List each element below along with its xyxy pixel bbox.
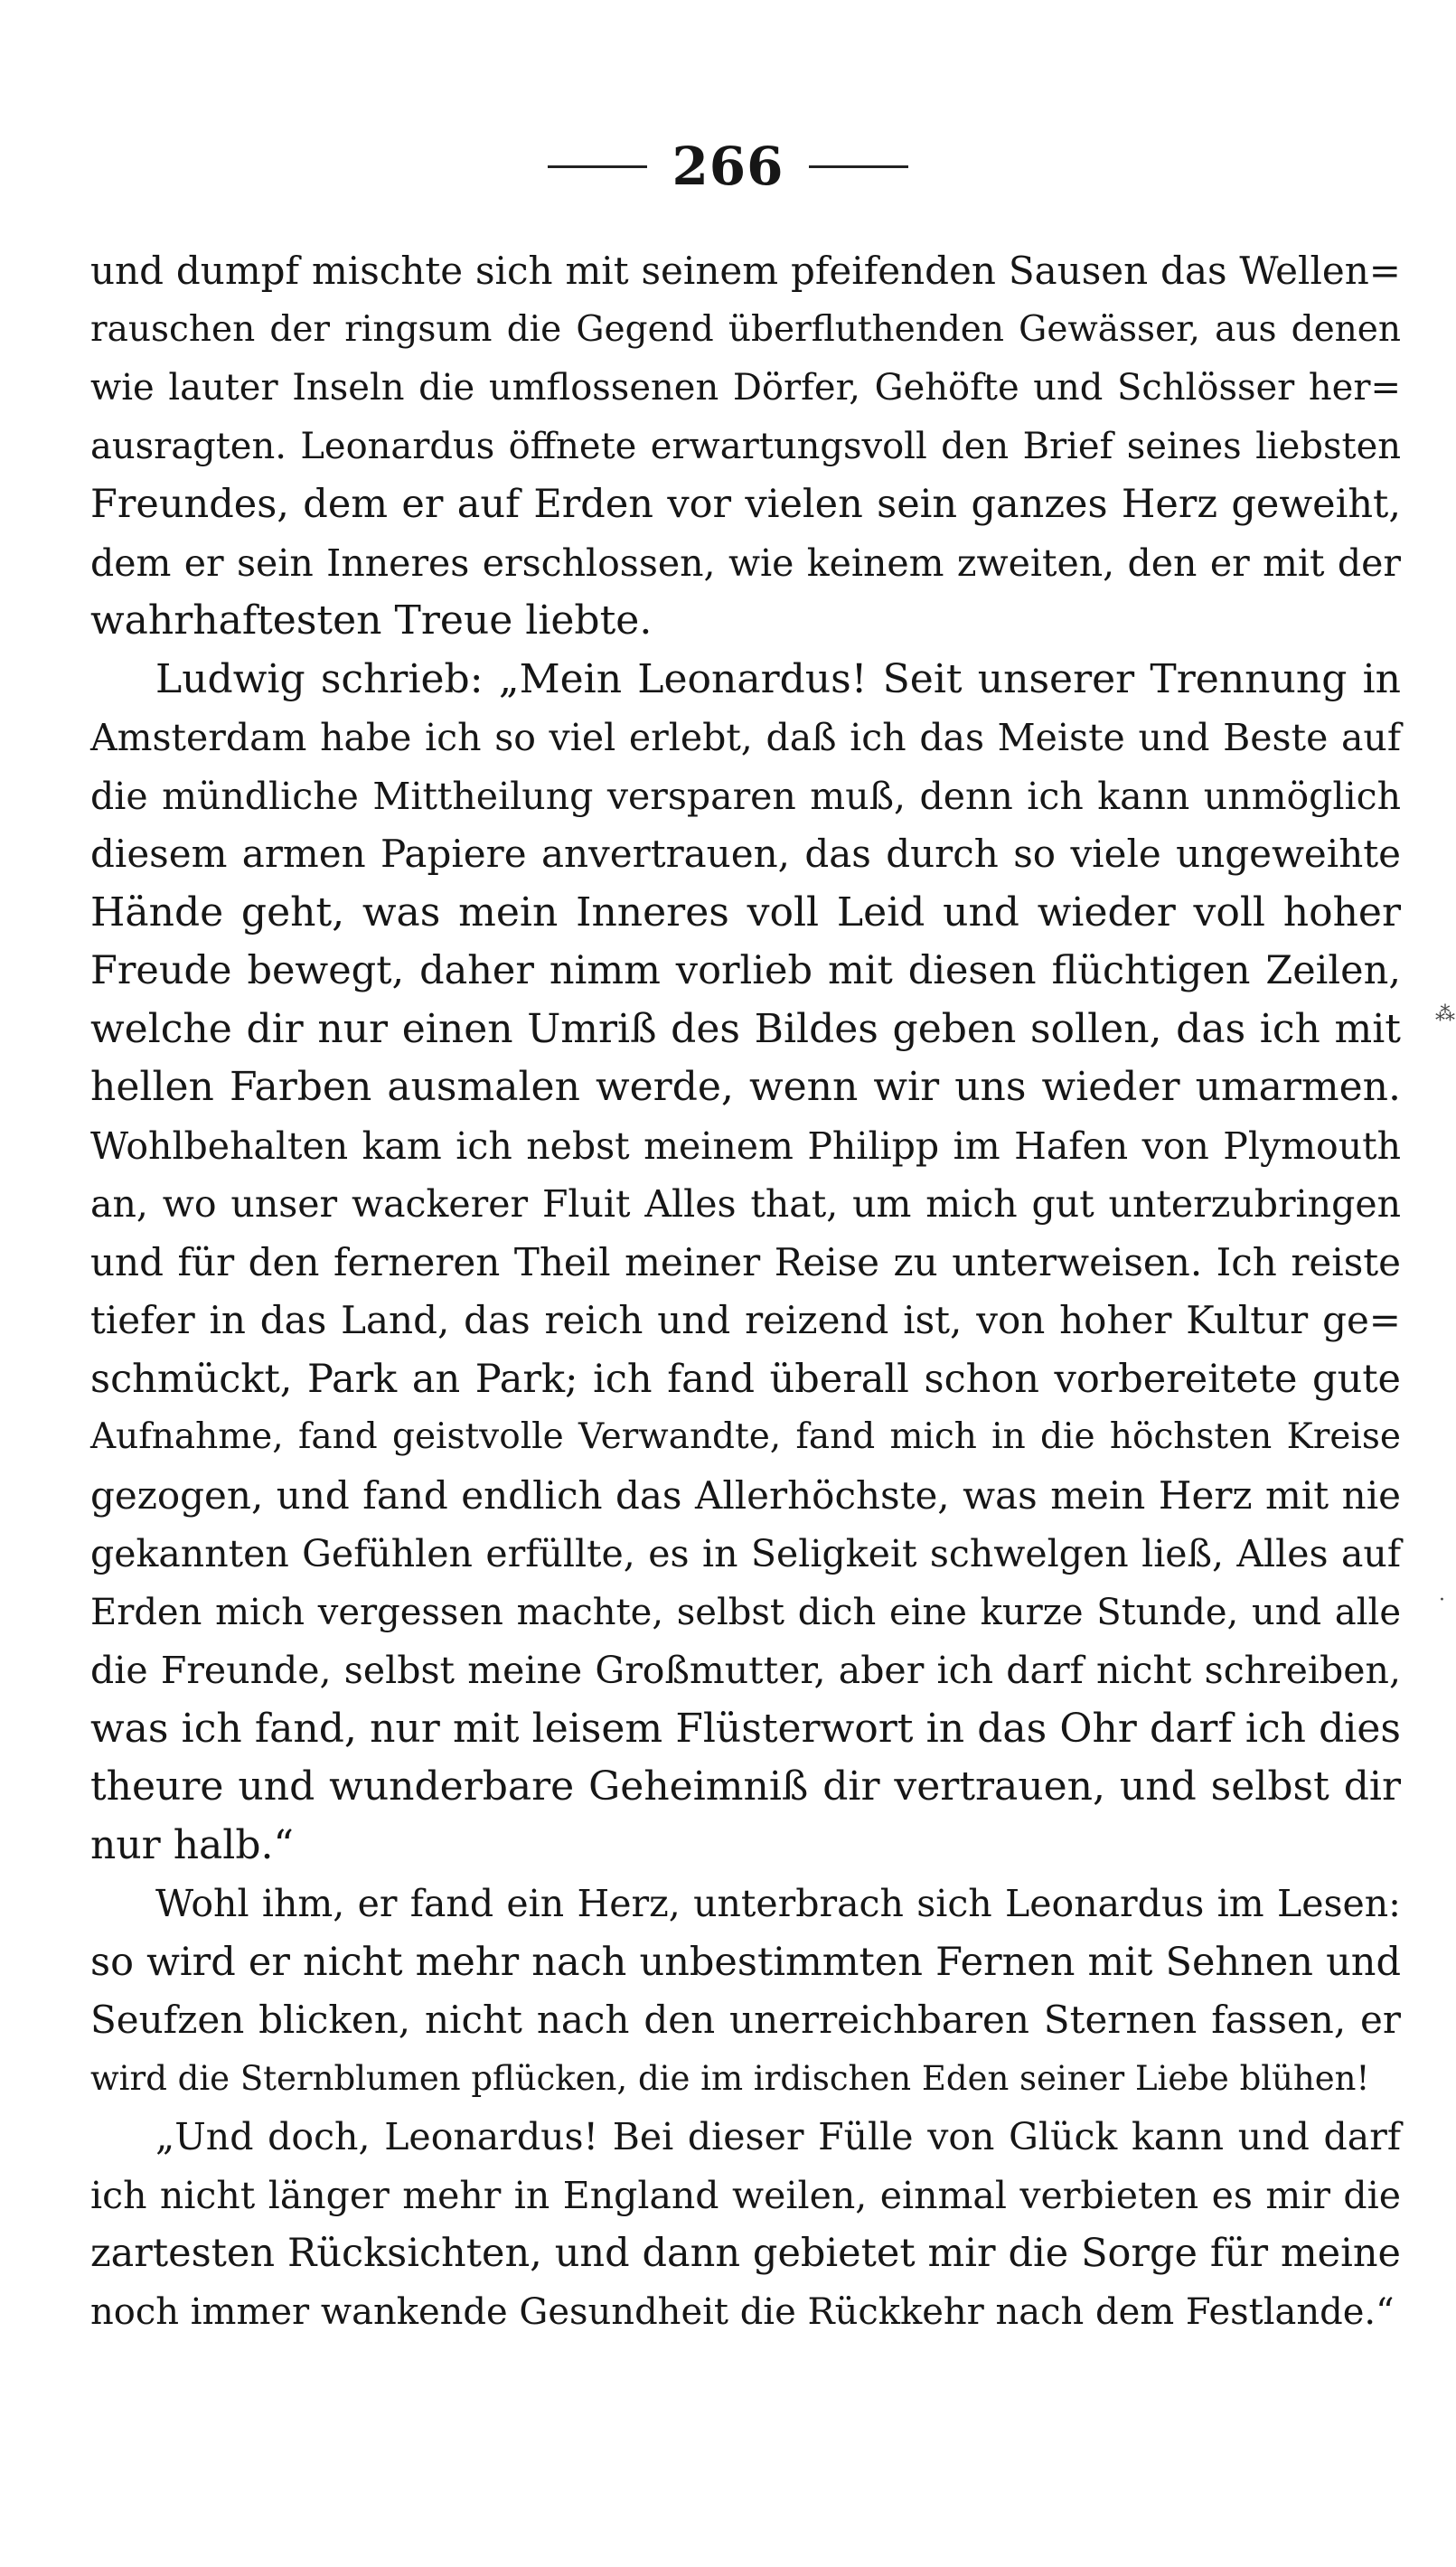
- text-line: gezogen, und fand endlich das Allerhöchste, was mein Herz mit nie: [90, 1472, 1401, 1518]
- paragraph: [90, 651, 1401, 1876]
- text-line: Wohl ihm, er fand ein Herz, unterbrach sich Leonardus im Lesen:: [155, 1882, 1401, 1925]
- text-line: die mündliche Mittheilung versparen muß, denn ich kann unmöglich: [90, 774, 1401, 818]
- header-rule-right: [809, 165, 908, 168]
- text-line: Freundes, dem er auf Erden vor vielen sein ganzes Herz geweiht,: [90, 482, 1401, 527]
- text-line: Aufnahme, fand geistvolle Verwandte, fand mich in die höchsten Kreise: [90, 1416, 1401, 1457]
- text-line: an, wo unser wackerer Fluit Alles that, um mich gut unterzubringen: [90, 1182, 1401, 1226]
- text-line: hellen Farben ausmalen werde, wenn wir uns wieder umarmen.: [90, 1064, 1401, 1110]
- text-line: Seufzen blicken, nicht nach den unerreichbaren Sternen fassen, er: [90, 1998, 1401, 2042]
- text-line: schmückt, Park an Park; ich fand überall schon vorbereitete gute: [90, 1356, 1401, 1402]
- text-line: „Und doch, Leonardus! Bei dieser Fülle von Glück kann und darf: [155, 2115, 1401, 2158]
- text-line: ausragten. Leonardus öffnete erwartungsvoll den Brief seines liebsten: [90, 425, 1401, 467]
- text-line: und für den ferneren Theil meiner Reise zu unterweisen. Ich reiste: [90, 1239, 1401, 1284]
- text-line: die Freunde, selbst meine Großmutter, aber ich darf nicht schreiben,: [90, 1649, 1401, 1692]
- paragraph: [90, 242, 1401, 651]
- margin-dot: ·: [1439, 1589, 1445, 1612]
- text-line: diesem armen Papiere anvertrauen, das durch so viele ungeweihte: [90, 832, 1401, 876]
- text-line: Wohlbehalten kam ich nebst meinem Philipp im Hafen von Plymouth: [90, 1124, 1401, 1168]
- page-header: [0, 136, 1456, 208]
- text-line: Amsterdam habe ich so viel erlebt, daß ich das Meiste und Beste auf: [90, 716, 1401, 759]
- text-line: tiefer in das Land, das reich und reizend ist, von hoher Kultur ge=: [90, 1298, 1401, 1342]
- text-line: und dumpf mischte sich mit seinem pfeifenden Sausen das Wellen=: [90, 249, 1401, 293]
- paragraph: [90, 2108, 1401, 2341]
- page-number: 266: [672, 136, 784, 197]
- paragraph: [90, 1875, 1401, 2108]
- text-line: ich nicht länger mehr in England weilen, einmal verbieten es mir die: [90, 2173, 1401, 2217]
- text-line: noch immer wankende Gesundheit die Rückkehr nach dem Festlande.“: [90, 2290, 1395, 2333]
- text-line: dem er sein Inneres erschlossen, wie keinem zweiten, den er mit der: [90, 541, 1401, 585]
- text-line: Ludwig schrieb: „Mein Leonardus! Seit unserer Trennung in: [155, 655, 1401, 702]
- text-line: welche dir nur einen Umriß des Bildes geben sollen, das ich mit: [90, 1005, 1401, 1052]
- body-text: [90, 242, 1401, 2341]
- text-line: rauschen der ringsum die Gegend überfluthenden Gewässer, aus denen: [90, 308, 1401, 350]
- header-rule-left: [548, 165, 647, 168]
- text-line: gekannten Gefühlen erfüllte, es in Seligkeit schwelgen ließ, Alles auf: [90, 1532, 1401, 1575]
- text-line: so wird er nicht mehr nach unbestimmten Fernen mit Sehnen und: [90, 1939, 1401, 1985]
- text-line: wahrhaftesten Treue liebte.: [90, 597, 653, 644]
- text-line: zartesten Rücksichten, und dann gebietet mir die Sorge für meine: [90, 2231, 1401, 2276]
- margin-mark: ⁂: [1435, 1003, 1455, 1026]
- text-line: wie lauter Inseln die umflossenen Dörfer, Gehöfte und Schlösser her=: [90, 367, 1401, 409]
- text-line: Hände geht, was mein Inneres voll Leid und wieder voll hoher: [90, 889, 1401, 936]
- text-line: theure und wunderbare Geheimniß dir vertrauen, und selbst dir: [90, 1763, 1401, 1810]
- text-line: Freude bewegt, daher nimm vorlieb mit diesen flüchtigen Zeilen,: [90, 948, 1401, 993]
- text-line: nur halb.“: [90, 1821, 294, 1868]
- text-line: was ich fand, nur mit leisem Flüsterwort in das Ohr darf ich dies: [90, 1705, 1401, 1752]
- text-line: Erden mich vergessen machte, selbst dich eine kurze Stunde, und alle: [90, 1591, 1401, 1633]
- text-line: wird die Sternblumen pflücken, die im irdischen Eden seiner Liebe blühen!: [90, 2058, 1370, 2098]
